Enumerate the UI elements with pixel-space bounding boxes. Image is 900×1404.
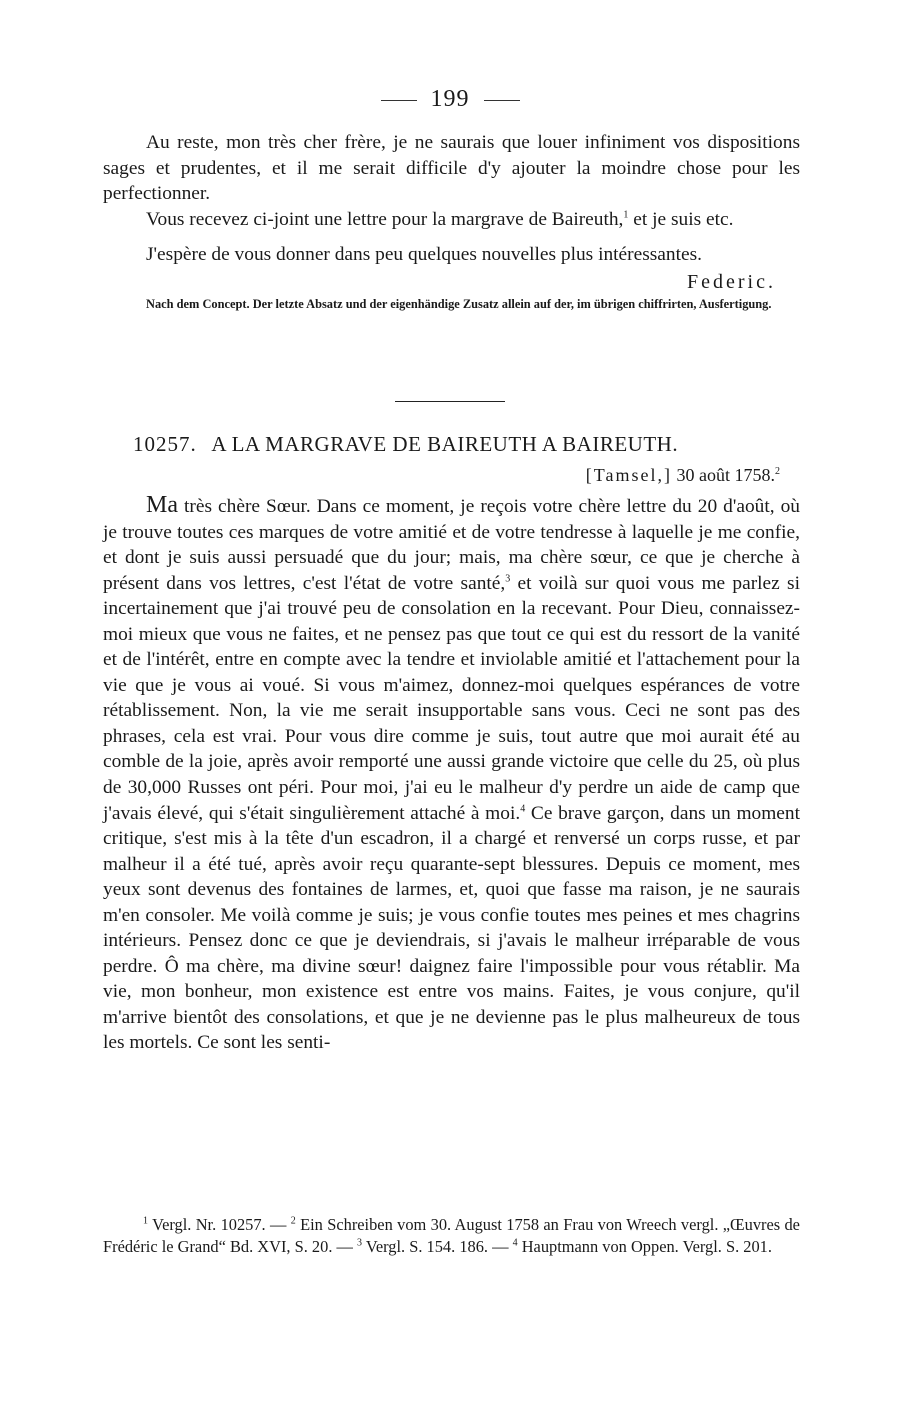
letter-text-part-2: et voilà sur quoi vous me parlez si incertainement que j'ai trouvé peu de consolation en la recevant. Pour Dieu, connaissez-moi mieux que vous ne faites, et ne pensez pas que tout ce qui est du ressort de la vanité et de l'intérêt, entre en compte avec la tendre et inviolable amitié et l'attachement pour la vie que je vous ai voué. Si vous m'aimez, donnez-moi quelques espérances de votre rétablissement. Non, la vie me serait insupportable sans vous. Ceci ne sont pas des phrases, cela est vrai. Pour vous dire comme je suis, tout autre que moi aurait été au comble de la joie, après avoir remporté une aussi grande victoire que celle du 25, où plus de 30,000 Russes ont péri. Pour moi, j'ai eu le malheur d'y perdre un aide de camp que j'avais élevé, qui s'était singulièrement attaché à moi. [103,572,800,824]
letter-dateline [586,465,780,486]
enclosure-text: Vous recevez ci-joint une lettre pour la margrave de Baireuth, [146,208,624,230]
page-number-dash-right [484,100,520,101]
letter-text-part-1: très chère Sœur. Dans ce moment, je reçois votre chère lettre du 20 d'août, où je trouve toutes ces marques de votre amitié et de votre tendresse à laquelle je me confie, et dont je suis aussi persuadé que du jour; mais, ma chère sœur, ce que je cherche à présent dans vos lettres, c'est l'état de votre santé, [103,496,800,594]
page-number: 199 [430,86,470,112]
previous-letter-end [103,130,800,325]
closing-paragraph: Au reste, mon très cher frère, je ne saurais que louer infiniment vos dispositions sages et prudentes, et il me serait difficile d'y ajouter la moindre chose pour les perfectionner. [103,132,800,205]
letter-opening-word: Ma [146,492,178,518]
footnote-mark-2: 2 [290,1215,296,1227]
footnote-mark-4: 4 [512,1237,518,1249]
footnote-2: Ein Schreiben vom 30. August 1758 an Frau von Wreech vergl. „Œuvres de Frédéric le Grand“ Bd. XVI, S. 20. — [103,1215,800,1256]
letter-place: [Tamsel,] [585,465,672,485]
letter-text-part-3: Ce brave garçon, dans un moment critique, s'est mis à la tête d'un escadron, il a chargé et renversé un corps russe, et par malheur il a été tué, après avoir reçu quarante-sept blessures. Depuis ce moment, mes yeux sont devenus des fontaines de larmes, et, quoi que fasse ma raison, je ne saurais m'en consoler. Me voilà comme je suis; je vous confie toutes mes peines et mes chagrins intérieurs. Pensez donc ce que je deviendrais, si j'avais le malheur irréparable de vous perdre. Ô ma chère, ma divine sœur! daignez faire l'impossible pour vous rétablir. Ma vie, mon bonheur, mon existence est entre vos mains. Faites, je vous conjure, qu'il m'arrive bientôt des consolations, et que je ne devienne pas le plus malheureux de tous les mortels. Ce sont les senti- [103,802,800,1054]
section-divider [395,401,505,402]
footnote-3: Vergl. S. 154. 186. — [365,1237,509,1256]
footnote-ref: 1 [623,209,629,221]
signature: Federic. [687,270,776,293]
footnotes [103,1214,800,1258]
footnote-block [103,1214,800,1258]
letter-body [103,493,800,1056]
footnote-4: Hauptmann von Oppen. Vergl. S. 201. [521,1237,772,1256]
page-number-dash-left [381,100,417,101]
enclosure-paragraph [103,207,800,233]
page-number-line [0,86,900,113]
source-note: Nach dem Concept. Der letzte Absatz und der eigenhändige Zusatz allein auf der, im übrigen chiffrirten, Ausfertigung. [146,296,772,311]
letter-number: 10257. [133,432,197,456]
date-footnote-ref: 2 [775,466,780,477]
letter-heading [133,432,678,457]
footnote-ref-4: 4 [520,803,526,815]
footnote-mark-1: 1 [143,1215,148,1227]
letter-date: 30 août 1758. [676,465,775,485]
footnote-1: Vergl. Nr. 10257. — [152,1215,287,1234]
letter-title: A LA MARGRAVE DE BAIREUTH A BAIREUTH. [211,432,679,456]
footnote-mark-3: 3 [357,1237,363,1249]
enclosure-text-end: et je suis etc. [633,208,734,230]
letter-paragraph [103,493,800,1056]
postscript: J'espère de vous donner dans peu quelques nouvelles plus intéressantes. [146,244,702,266]
footnote-ref-3: 3 [505,573,511,585]
